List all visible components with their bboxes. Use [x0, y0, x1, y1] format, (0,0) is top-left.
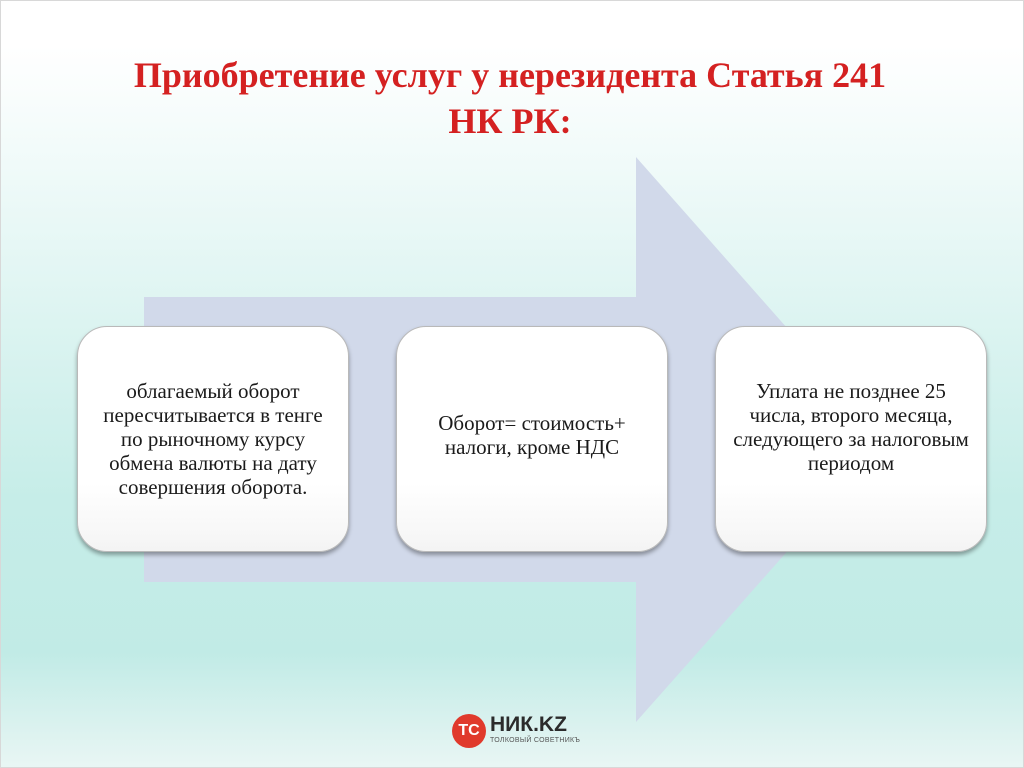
step-text-2: Оборот= стоимость+ налоги, кроме НДС [438, 411, 626, 459]
slide-title-line-2: НК РК: [448, 101, 572, 141]
step-box-1 [77, 326, 349, 552]
logo-name: НИК.KZ [490, 713, 567, 736]
logo-tagline: ТОЛКОВЫЙ СОВЕТНИКЪ [490, 737, 581, 744]
step-box-2 [396, 326, 668, 552]
logo-mark-icon: TC [452, 714, 486, 748]
step-text-1: облагаемый оборот пересчитывается в тенге по рыночному курсу обмена валюты на дату совершения оборота. [103, 379, 323, 499]
slide-title-line-1: Приобретение услуг у нерезидента Статья 241 [133, 55, 887, 95]
step-box-3 [715, 326, 987, 552]
step-text-3: Уплата не позднее 25 числа, второго месяца, следующего за налоговым периодом [733, 379, 969, 475]
brand-logo [452, 712, 592, 752]
